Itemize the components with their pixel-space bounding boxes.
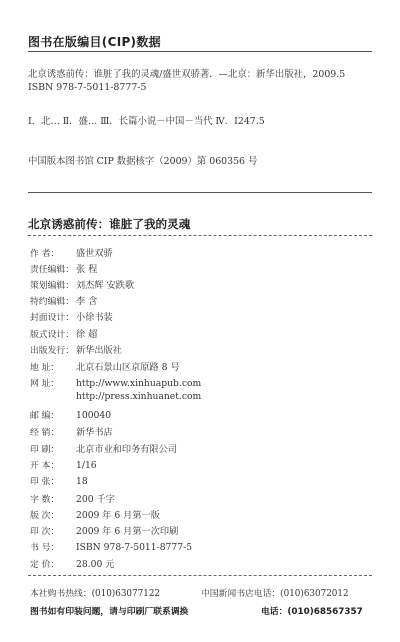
credit-row [30, 277, 134, 291]
title-dashed-rule [28, 235, 372, 236]
cip-line-main: 北京诱惑前传：谁脏了我的灵魂/盛世双骄著．—北京：新华出版社，2009.5 [28, 69, 346, 80]
credit-key: 定 价： [30, 560, 60, 570]
credit-key: 地 址： [30, 363, 60, 373]
credit-value: ISBN 978-7-5011-8777-5 [76, 542, 193, 553]
credit-row [30, 326, 97, 340]
credit-value: http://www.xinhuapub.com [76, 378, 202, 389]
cip-line-class: Ⅰ．北… Ⅱ．盛… Ⅲ．长篇小说－中国－当代 Ⅳ．I247.5 [28, 116, 265, 127]
book-title: 北京诱惑前传：谁脏了我的灵魂 [28, 217, 191, 231]
credit-row [30, 342, 122, 356]
credit-value: 李 含 [76, 296, 98, 307]
credit-row [30, 540, 192, 553]
credit-row [30, 261, 97, 275]
credit-row [30, 293, 97, 307]
credit-row [30, 391, 201, 402]
credit-value: 2009 年 6 月第一次印刷 [76, 526, 179, 537]
news-bookstore-phone: 中国新闻书店电话：(010)63072012 [201, 589, 349, 599]
cip-line-number: 中国版本图书馆 CIP 数据核字（2009）第 060356 号 [28, 156, 258, 167]
credit-key: 版式设计： [30, 330, 74, 340]
credit-key: 书 号： [30, 543, 60, 553]
credit-row [30, 424, 113, 438]
credit-key: 策划编辑： [30, 281, 74, 291]
cip-line-isbn: ISBN 978-7-5011-8777-5 [28, 82, 147, 93]
credit-key: 邮 编： [30, 411, 60, 421]
cip-top-rule [28, 51, 372, 52]
credit-row [30, 491, 115, 505]
credit-value: 100040 [76, 410, 112, 421]
credit-value: 北京市业和印务有限公司 [76, 444, 178, 455]
credit-key: 印 张： [30, 477, 60, 487]
credit-value: 200 千字 [76, 494, 115, 505]
credit-key: 印 次： [30, 527, 60, 537]
credit-row [30, 474, 88, 487]
credit-key: 责任编辑： [30, 265, 74, 275]
credit-key: 开 本： [30, 461, 60, 471]
credit-value: 1/16 [76, 460, 97, 471]
credit-value: 张 程 [76, 264, 98, 275]
credit-key: 特约编辑： [30, 297, 74, 307]
credit-value: http://press.xinhuanet.com [76, 391, 202, 402]
credit-value: 新华出版社 [76, 345, 122, 356]
credit-row [30, 507, 160, 521]
credit-value: 新华书店 [76, 427, 113, 438]
print-defect-notice: 图书如有印装问题，请与印刷厂联系调换 [30, 607, 189, 617]
credit-key: 版 次： [30, 511, 60, 521]
credit-row [30, 556, 114, 570]
bookstore-hotline: 本社购书热线：(010)63077122 [30, 589, 161, 599]
credit-row [30, 359, 180, 373]
credit-key: 出版发行： [30, 346, 74, 356]
cip-bottom-rule [28, 192, 372, 193]
credit-key: 封面设计： [30, 313, 74, 323]
credit-value: 18 [76, 476, 88, 487]
cip-heading: 图书在版编目(CIP)数据 [28, 35, 161, 49]
credit-key: 字 数： [30, 495, 60, 505]
credit-value: 刘杰辉 安跌歌 [76, 280, 135, 291]
credit-row [30, 408, 111, 421]
credit-key: 印 刷： [30, 445, 60, 455]
printer-phone: 电话：(010)68567357 [261, 607, 363, 617]
credit-value: 小徐书装 [76, 312, 113, 323]
footer-dashed-rule [28, 575, 372, 576]
credit-row [30, 376, 201, 389]
credit-row [30, 245, 113, 259]
credit-row [30, 441, 177, 455]
credit-value: 徐 超 [76, 329, 98, 340]
credit-key: 网 址： [30, 379, 60, 389]
credit-value: 盛世双骄 [76, 248, 113, 259]
credit-row [30, 523, 178, 537]
credit-key: 经 销： [30, 428, 60, 438]
credit-value: 北京石景山区京原路 8 号 [76, 362, 180, 373]
credit-row [30, 309, 113, 323]
credit-value: 2009 年 6 月第一版 [76, 510, 160, 521]
credit-row [30, 458, 97, 471]
credit-key: 作 者： [30, 249, 60, 259]
credit-value: 28.00 元 [76, 559, 115, 570]
